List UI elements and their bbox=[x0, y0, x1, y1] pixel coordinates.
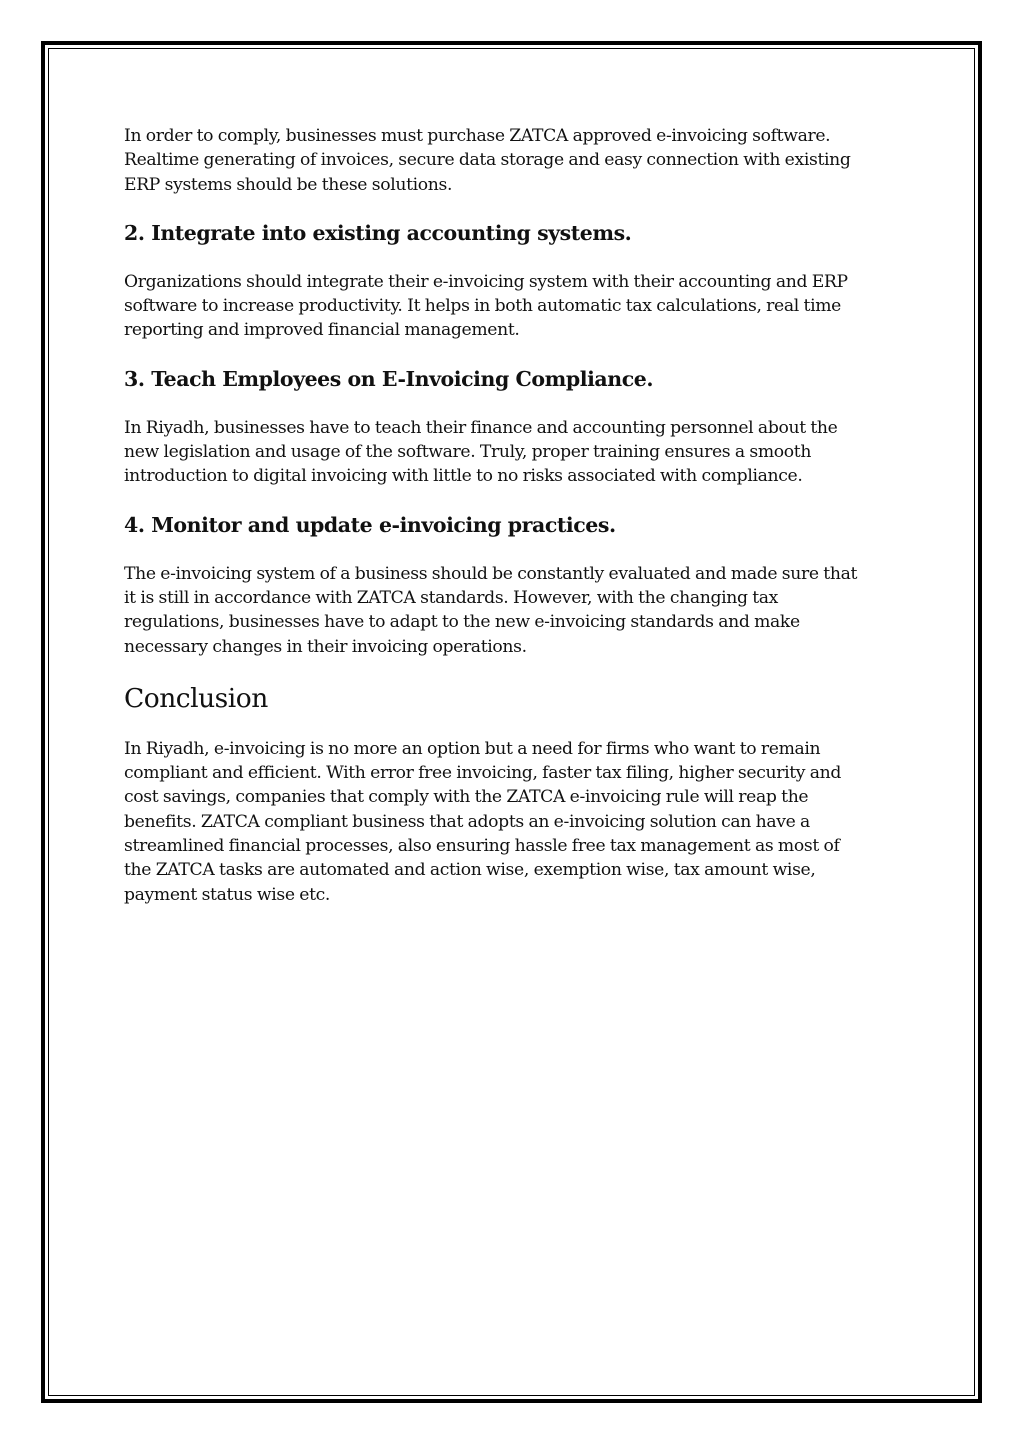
paragraph-line: In order to comply, businesses must purchase ZATCA approved e-invoicing software. bbox=[124, 126, 831, 146]
paragraph-line: it is still in accordance with ZATCA standards. However, with the changing tax bbox=[124, 587, 779, 608]
paragraph-line: new legislation and usage of the software. Truly, proper training ensures a smooth bbox=[124, 442, 812, 463]
conclusion-paragraph bbox=[124, 737, 904, 907]
paragraph-line: reporting and improved financial management. bbox=[124, 320, 520, 341]
section-paragraph-monitor bbox=[124, 562, 904, 659]
paragraph-line: Realtime generating of invoices, secure data storage and easy connection with existing bbox=[124, 150, 851, 171]
paragraph-line: software to increase productivity. It helps in both automatic tax calculations, real time bbox=[124, 296, 842, 317]
section-paragraph-integrate bbox=[124, 270, 904, 343]
paragraph-line: The e-invoicing system of a business should be constantly evaluated and made sure that bbox=[124, 563, 858, 584]
document-body bbox=[124, 124, 904, 907]
section-heading-teach: 3. Teach Employees on E-Invoicing Compliance. bbox=[124, 366, 654, 391]
paragraph-line: streamlined financial processes, also ensuring hassle free tax management as most of bbox=[124, 836, 840, 857]
paragraph-line: Organizations should integrate their e-invoicing system with their accounting and ERP bbox=[124, 271, 848, 292]
paragraph-line: cost savings, companies that comply with the ZATCA e-invoicing rule will reap the bbox=[124, 787, 809, 808]
paragraph-line: In Riyadh, e-invoicing is no more an option but a need for firms who want to remain bbox=[124, 738, 821, 759]
section-heading-integrate: 2. Integrate into existing accounting systems. bbox=[124, 220, 632, 245]
paragraph-line: necessary changes in their invoicing operations. bbox=[124, 636, 527, 657]
paragraph-line: ERP systems should be these solutions. bbox=[124, 174, 453, 195]
paragraph-line: compliant and efficient. With error free invoicing, faster tax filing, higher security and bbox=[124, 763, 842, 784]
section-paragraph-teach bbox=[124, 416, 904, 489]
paragraph-line: payment status wise etc. bbox=[124, 884, 331, 905]
conclusion-heading: Conclusion bbox=[124, 682, 268, 714]
paragraph-line: benefits. ZATCA compliant business that adopts an e-invoicing solution can have a bbox=[124, 811, 810, 832]
intro-paragraph bbox=[124, 124, 904, 197]
section-heading-monitor: 4. Monitor and update e-invoicing practices. bbox=[124, 512, 616, 537]
paragraph-line: the ZATCA tasks are automated and action wise, exemption wise, tax amount wise, bbox=[124, 860, 816, 881]
paragraph-line: regulations, businesses have to adapt to the new e-invoicing standards and make bbox=[124, 612, 800, 633]
paragraph-line: introduction to digital invoicing with little to no risks associated with compliance. bbox=[124, 466, 803, 487]
paragraph-line: In Riyadh, businesses have to teach their finance and accounting personnel about the bbox=[124, 417, 838, 438]
